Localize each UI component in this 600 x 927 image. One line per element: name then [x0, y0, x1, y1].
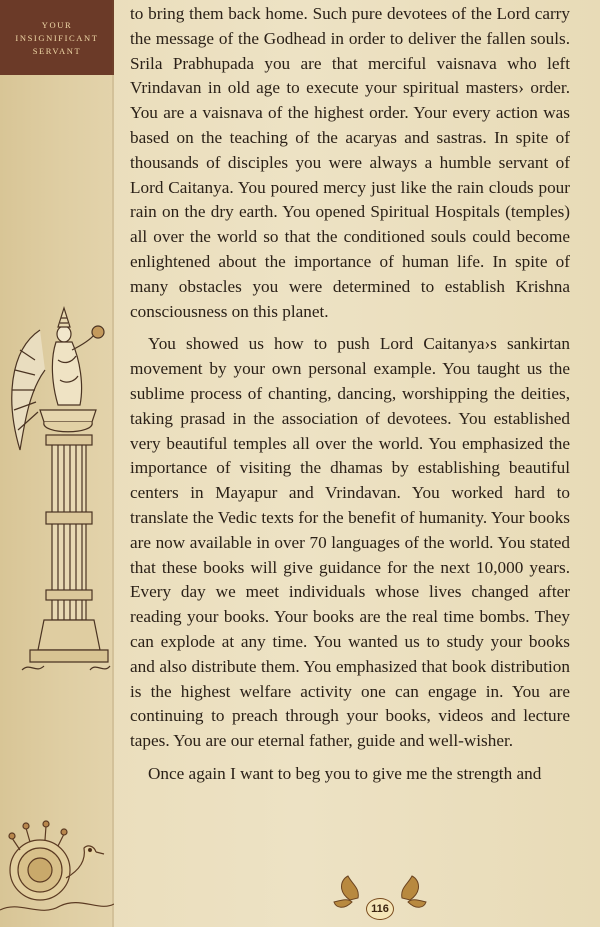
page-number: 116 [366, 898, 394, 920]
section-tag [0, 0, 114, 75]
angel-pillar-illustration [0, 290, 114, 730]
peacock-ornament [0, 800, 114, 927]
paragraph-3: Once again I want to beg you to give me the strength and [148, 763, 542, 783]
decorative-sidebar [0, 0, 114, 927]
paragraph-1: to bring them back home. Such pure devotees of the Lord carry the message of the Godhead in order to deliver the fallen souls. Srila Prabhupada you are that merciful vaisnava who left Vrindavan in old age to execute your spiritual masters› order. You are a vaisnava of the highest order. Your every action was based on the teaching of the acaryas and sastras. In spite of thousands of disciples you were always a humble servant of Lord Caitanya. You poured mercy just like the rain clouds pour rain on the dry earth. You opened Spiritual Hospitals (temples) all over the world so that the conditioned souls could become enlightened about the importance of human life. In spite of many obstacles you were determined to establish Krishna consciousness on this planet. [130, 4, 570, 321]
section-tag-line-3: SERVANT [32, 45, 82, 56]
paragraph-2: You showed us how to push Lord Caitanya›s sankirtan movement by your own personal example. You taught us the sublime process of chanting, dancing, worshipping the deities, taking prasad in the association of devotees. You established very beautiful temples all over the world. You emphasized the importance of visiting the dhamas by establishing beautiful centers in Mayapur and Vrindavan. You worked hard to translate the Vedic texts for the benefit of humanity. Your books are now available in over 70 languages of the world. You stated that these books will give guidance for the next 10,000 years. Every day we meet individuals whose lives changed after reading your books. Your books are the real time bombs. They can explode at any time. You wanted us to study your books and also distribute them. You emphasized that book distribution is the highest welfare activity one can engage in. You are continuing to preach through your books, videos and lecture tapes. You are our eternal father, guide and well-wisher. [130, 334, 570, 751]
section-tag-line-1: YOUR [41, 19, 73, 30]
body-text [130, 2, 570, 787]
section-tag-line-2: INSIGNIFICANT [15, 32, 99, 43]
